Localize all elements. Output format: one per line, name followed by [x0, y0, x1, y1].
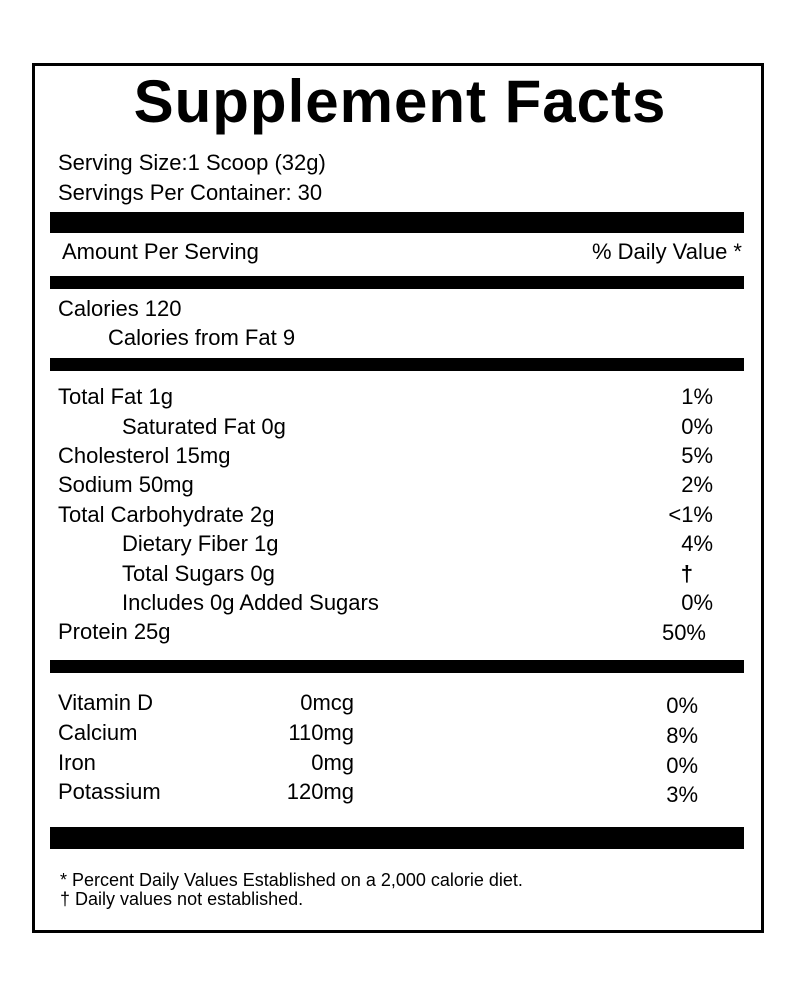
vitamin-dv: 3%	[666, 782, 698, 807]
calories-from-fat: Calories from Fat 9	[108, 325, 296, 350]
footnote-dagger: † Daily values not established.	[60, 889, 304, 909]
divider	[50, 276, 744, 289]
nutrient-name: Total Carbohydrate 2g	[58, 502, 275, 527]
vitamin-dv: 0%	[666, 753, 698, 778]
divider-thick	[50, 212, 744, 233]
nutrient-name: Includes 0g Added Sugars	[122, 590, 379, 615]
vitamin-amount: 0mg	[311, 750, 354, 775]
nutrient-dv: <1%	[668, 502, 713, 527]
nutrient-dv: 50%	[661, 620, 706, 645]
vitamin-amount: 0mcg	[300, 690, 354, 715]
label-title: Supplement Facts	[133, 68, 667, 135]
nutrient-dv: 5%	[681, 443, 713, 468]
divider-thick	[50, 827, 744, 849]
vitamin-name: Calcium	[58, 720, 138, 745]
nutrient-name: Sodium 50mg	[58, 472, 194, 497]
daily-value-header: % Daily Value *	[592, 239, 742, 264]
nutrient-name: Total Sugars 0g	[122, 561, 275, 586]
vitamin-amount: 110mg	[288, 720, 354, 745]
divider	[50, 358, 744, 371]
vitamin-dv: 8%	[666, 723, 698, 748]
serving-size: Serving Size:1 Scoop (32g)	[58, 150, 326, 175]
nutrient-dv: 2%	[681, 472, 713, 497]
nutrient-name: Cholesterol 15mg	[58, 443, 231, 468]
nutrient-dv: 0%	[681, 590, 713, 615]
nutrient-name: Saturated Fat 0g	[122, 414, 286, 439]
nutrient-dv: 4%	[681, 531, 713, 556]
vitamin-name: Iron	[58, 750, 96, 775]
nutrient-name: Protein 25g	[58, 619, 171, 644]
nutrient-dv: 0%	[681, 414, 713, 439]
nutrient-name: Total Fat 1g	[58, 384, 173, 409]
calories: Calories 120	[58, 296, 182, 321]
servings-per-container: Servings Per Container: 30	[58, 180, 323, 205]
footnote-daily-values: * Percent Daily Values Established on a 2,000 calorie diet.	[60, 870, 523, 890]
vitamin-name: Potassium	[58, 779, 161, 804]
vitamin-name: Vitamin D	[58, 690, 153, 715]
divider	[50, 660, 744, 673]
vitamin-dv: 0%	[666, 693, 698, 718]
amount-per-serving-header: Amount Per Serving	[62, 239, 259, 264]
vitamin-amount: 120mg	[286, 779, 354, 804]
dagger-symbol: †	[680, 561, 693, 586]
nutrient-dv: 1%	[681, 384, 713, 409]
nutrient-name: Dietary Fiber 1g	[122, 531, 279, 556]
